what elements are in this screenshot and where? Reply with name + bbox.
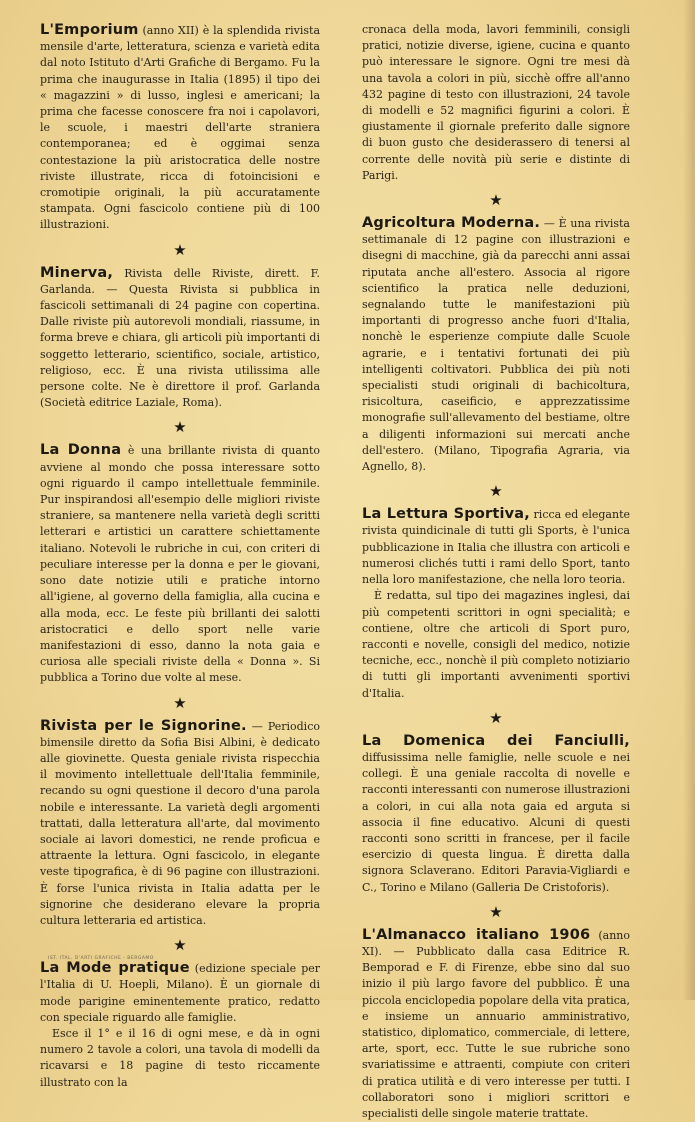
entry-text: — È una rivista settimanale di 12 pagine con illustrazioni e disegni di macchine, già da parecchi anni assai riputata anche all'estero. Associa al rigore scientifico la pratica nelle deduzioni, segnalando tutte le manifestazioni più importanti di progresso anche fuori d'Italia, nonchè le esperienze compiute dalle Scuole agrarie, e i tentativi fortunati dei più intelligenti coltivatori. Pubblica dei più noti specialisti studi originali di bachicoltura, risicoltura, caseificio, e apprezzatissime monografie sull'allevamento del bestiame, oltre a diligenti informazioni sui mercati anche dell'estero. (Milano, Tipografia Agraria, via Agnello, 8). bbox=[362, 217, 630, 474]
entry-title: La Mode pratique bbox=[40, 960, 190, 977]
entry-title: La Lettura Sportiva, bbox=[362, 506, 530, 523]
entry-text: cronaca della moda, lavori femminili, consigli pratici, notizie diverse, igiene, cucina e quanto può interessare le signore. Ogni tre mesi dà una tavola a colori in più, sicchè offre all'anno 432 pagine di testo con illustrazioni, 24 tavole di modelli e 52 magnifici figurini a colori. È giustamente il giornale preferito dalle signore di buon gusto che desiderassero di tenersi al corrente delle novità più serie e distinte di Parigi. bbox=[362, 23, 630, 182]
entry-text: diffusissima nelle famiglie, nelle scuole e nei collegi. È una geniale raccolta di novelle e racconti interessanti con numerose illustrazioni a colori, in cui alla nota gaia ed arguta si associa il fine educativo. Alcuni di questi racconti sono scritti in francese, per il facile esercizio di questa lingua. È diretta dalla signora Sclaverano. Editori Paravia-Vigliardi e C., Torino e Milano (Galleria De Cristoforis). bbox=[362, 750, 630, 894]
entry-title: Rivista per le Signorine. bbox=[40, 717, 247, 734]
entry-mode-pratique bbox=[40, 960, 320, 1091]
entry-mode-pratique-continued bbox=[362, 22, 630, 184]
entry-almanacco-italiano bbox=[362, 927, 630, 1122]
entry-title: La Domenica dei Fanciulli, bbox=[362, 732, 630, 749]
star-separator: ★ bbox=[173, 936, 187, 955]
entry-text: è una brillante rivista di quanto avviene al mondo che possa interessare sotto ogni riguardo il campo intellettuale femminile. Pur inspirandosi all'esempio delle migliori riviste straniere, sa mantenere nella varietà degli scritti letterari e artistici un carattere schiettamente italiano. Notevoli le rubriche in cui, con criteri di peculiare interesse per la donna e per le giovani, sono date notizie utili e pratiche intorno all'igiene, al governo della famiglia, alla cucina e alla moda, ecc. Le feste più brillanti dei salotti aristocratici e dello sport nelle varie manifestazioni di esso, danno la nota gaia e curiosa alle speciali riviste della « Donna ». Si pubblica a Torino due volte al mese. bbox=[40, 444, 321, 685]
entry-title: L'Emporium bbox=[40, 22, 139, 38]
star-separator: ★ bbox=[489, 482, 503, 501]
entry-agricoltura-moderna bbox=[362, 215, 630, 475]
entry-text: È redatta, sul tipo dei magazines inglesi, dai più competenti scrittori in ogni specialità; e contiene, oltre che articoli di Sport puro, racconti e novelle, consigli del medico, notizie tecniche, ecc., nonchè il più completo notiziario di tutti gli importanti avvenimenti sportivi d'Italia. bbox=[362, 589, 630, 700]
entry-title: Minerva, bbox=[40, 264, 114, 281]
entry-title: L'Almanacco italiano 1906 bbox=[362, 926, 591, 943]
printer-footer: IST. ITAL. D'ARTI GRAFICHE - BERGAMO bbox=[48, 956, 154, 961]
entry-text: (edizione speciale per l'Italia di U. Hoepli, Milano). È un giornale di mode parigine eminentemente pratico, redatto con speciale riguardo alle famiglie. bbox=[40, 962, 320, 1024]
entry-lettura-sportiva bbox=[362, 506, 630, 701]
page-edge-shadow bbox=[683, 0, 695, 1000]
star-separator: ★ bbox=[173, 240, 187, 259]
entry-minerva bbox=[40, 265, 320, 412]
entry-domenica-fanciulli bbox=[362, 733, 630, 896]
left-column bbox=[40, 22, 320, 1091]
entry-text: (anno XI). — Pubblicato dalla casa Editrice R. Bemporad e F. di Firenze, ebbe sino dal suo inizio il più largo favore del pubblico. È una piccola enciclopedia popolare della vita pratica, e insieme un annuario amministrativo, statistico, diplomatico, commerciale, di lettere, arte, sport, ecc. Tutte le sue rubriche sono svariatissime e attraenti, compiute con criteri di pratica utilità e di vero interesse per tutti. I collaboratori sono i migliori scrittori e specialisti delle singole materie trattate. bbox=[362, 928, 630, 1120]
star-separator: ★ bbox=[489, 708, 503, 727]
entry-text: ricca ed elegante rivista quindicinale di tutti gli Sports, è l'unica pubblicazione in Italia che illustra con articoli e numerosi clichés tutti i rami dello Sport, tanto nella loro manifestazione, che nella loro teoria. bbox=[362, 508, 630, 587]
star-separator: ★ bbox=[489, 902, 503, 921]
entry-la-donna bbox=[40, 442, 320, 686]
entry-title: La Donna bbox=[40, 442, 122, 459]
right-column bbox=[362, 22, 630, 1122]
entry-text: — Periodico bimensile diretto da Sofia Bisi Albini, è dedicato alle giovinette. Questa geniale rivista rispecchia il movimento intellettuale dell'Italia femminile, recando su ogni questione il decoro d'una parola nobile e interessante. La varietà degli argomenti trattati, dalla letteratura all'arte, dal movimento sociale ai lavori domestici, ne rende proficua e attraente la lettura. Ogni fascicolo, in elegante veste tipografica, è di 96 pagine con illustrazioni. È forse l'unica rivista in Italia adatta per le signorine che desiderano elevare la propria cultura letteraria ed artistica. bbox=[40, 719, 320, 927]
entry-title: Agricoltura Moderna. bbox=[362, 215, 541, 232]
entry-rivista-signorine bbox=[40, 718, 320, 930]
star-separator: ★ bbox=[489, 191, 503, 210]
entry-emporium bbox=[40, 22, 320, 234]
entry-text: Esce il 1° e il 16 di ogni mese, e dà in ogni numero 2 tavole a colori, una tavola di modelli da ricavarsi e 18 pagine di testo riccamente illustrato con la bbox=[40, 1026, 320, 1089]
star-separator: ★ bbox=[173, 693, 187, 712]
entry-text: (anno XII) è la splendida rivista mensile d'arte, letteratura, scienza e varietà edita dal noto Istituto d'Arti Grafiche di Bergamo. Fu la prima che inaugurasse in Italia (1895) il tipo dei « magazzini » di lusso, inglesi e americani; la prima che facesse conoscere fra noi i capolavori, le scuole, i maestri dell'arte straniera contemporanea; ed è oggimai senza contestazione la più aristocratica delle nostre riviste illustrate, ricca di fotoincisioni e cromotipie originali, la più accuratamente stampata. Ogni fascicolo contiene più di 100 illustrazioni. bbox=[40, 24, 320, 232]
star-separator: ★ bbox=[173, 418, 187, 437]
entry-text: Rivista delle Riviste, dirett. F. Garlanda. — Questa Rivista si pubblica in fascicoli settimanali di 24 pagine con copertina. Dalle riviste più autorevoli mondiali, riassume, in forma breve e chiara, gli articoli più importanti di soggetto letterario, scientifico, sociale, artistico, religioso, ecc. È una rivista utilissima alle persone colte. Ne è direttore il prof. Garlanda (Società editrice Laziale, Roma). bbox=[40, 266, 320, 410]
